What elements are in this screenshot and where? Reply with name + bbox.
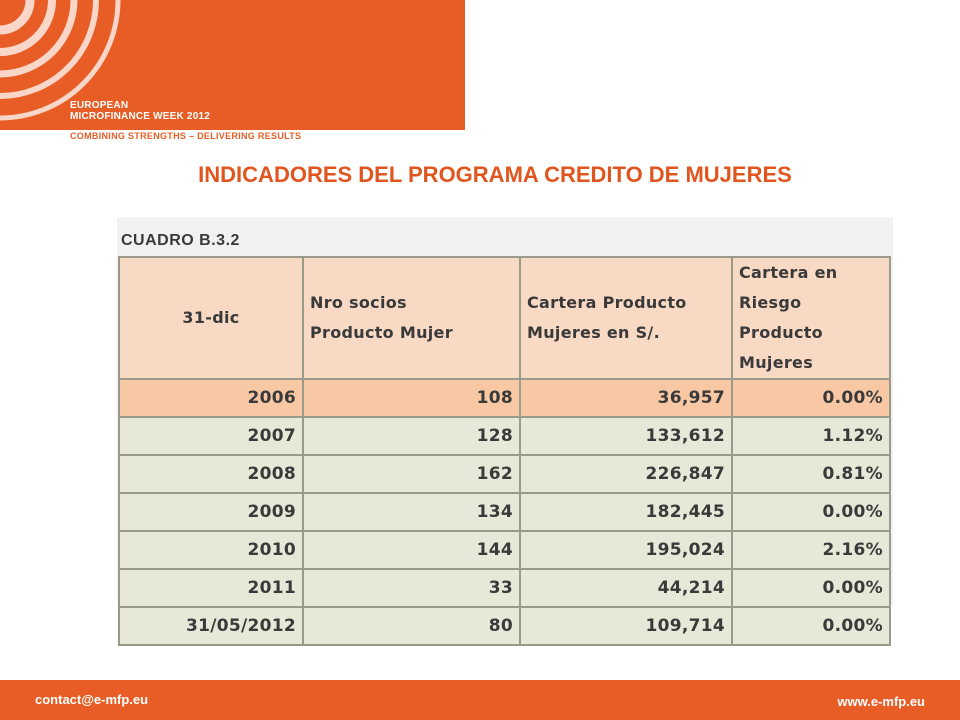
header-riesgo-line1: Cartera en Riesgo bbox=[739, 263, 838, 312]
table-header-row bbox=[119, 257, 890, 379]
cell-cartera: 226,847 bbox=[520, 455, 732, 493]
table-row bbox=[119, 493, 890, 531]
cell-socios: 33 bbox=[303, 569, 520, 607]
table-row bbox=[119, 379, 890, 417]
header-cartera-line1: Cartera Producto bbox=[527, 293, 687, 312]
cell-riesgo: 0.00% bbox=[732, 607, 890, 645]
cell-socios: 108 bbox=[303, 379, 520, 417]
header-socios-line1: Nro socios bbox=[310, 293, 407, 312]
cell-date: 31/05/2012 bbox=[119, 607, 303, 645]
cell-date: 2011 bbox=[119, 569, 303, 607]
cell-cartera: 109,714 bbox=[520, 607, 732, 645]
footer-website-link[interactable]: www.e-mfp.eu bbox=[837, 694, 925, 709]
cell-socios: 134 bbox=[303, 493, 520, 531]
cell-socios: 162 bbox=[303, 455, 520, 493]
table-caption: CUADRO B.3.2 bbox=[121, 232, 240, 249]
table-row bbox=[119, 607, 890, 645]
table-image bbox=[117, 217, 893, 636]
cell-date: 2010 bbox=[119, 531, 303, 569]
cell-riesgo: 0.81% bbox=[732, 455, 890, 493]
cell-socios: 128 bbox=[303, 417, 520, 455]
slide-title: INDICADORES DEL PROGRAMA CREDITO DE MUJERES bbox=[198, 162, 792, 187]
header-socios bbox=[303, 257, 520, 379]
header-cartera-line2: Mujeres en S/. bbox=[527, 323, 660, 342]
cell-riesgo: 2.16% bbox=[732, 531, 890, 569]
table-row bbox=[119, 417, 890, 455]
indicators-table bbox=[118, 256, 891, 646]
tagline: COMBINING STRENGTHS – DELIVERING RESULTS bbox=[70, 131, 302, 141]
cell-date: 2006 bbox=[119, 379, 303, 417]
cell-riesgo: 1.12% bbox=[732, 417, 890, 455]
header-riesgo bbox=[732, 257, 890, 379]
cell-socios: 144 bbox=[303, 531, 520, 569]
cell-cartera: 195,024 bbox=[520, 531, 732, 569]
cell-riesgo: 0.00% bbox=[732, 493, 890, 531]
cell-date: 2009 bbox=[119, 493, 303, 531]
cell-cartera: 36,957 bbox=[520, 379, 732, 417]
cell-date: 2008 bbox=[119, 455, 303, 493]
event-name-line1: EUROPEAN bbox=[70, 100, 129, 111]
cell-riesgo: 0.00% bbox=[732, 569, 890, 607]
table-row bbox=[119, 569, 890, 607]
header-riesgo-line2: Producto Mujeres bbox=[739, 323, 823, 372]
table-row bbox=[119, 531, 890, 569]
event-name bbox=[70, 100, 210, 122]
header-banner bbox=[0, 0, 465, 130]
footer-bar bbox=[0, 680, 960, 720]
cell-cartera: 44,214 bbox=[520, 569, 732, 607]
header-date: 31-dic bbox=[119, 257, 303, 379]
cell-riesgo: 0.00% bbox=[732, 379, 890, 417]
cell-cartera: 133,612 bbox=[520, 417, 732, 455]
cell-cartera: 182,445 bbox=[520, 493, 732, 531]
event-name-line2: MICROFINANCE WEEK 2012 bbox=[70, 111, 210, 122]
footer-email-link[interactable]: contact@e-mfp.eu bbox=[35, 692, 149, 707]
cell-date: 2007 bbox=[119, 417, 303, 455]
header-socios-line2: Producto Mujer bbox=[310, 323, 453, 342]
header-cartera bbox=[520, 257, 732, 379]
table-row bbox=[119, 455, 890, 493]
cell-socios: 80 bbox=[303, 607, 520, 645]
